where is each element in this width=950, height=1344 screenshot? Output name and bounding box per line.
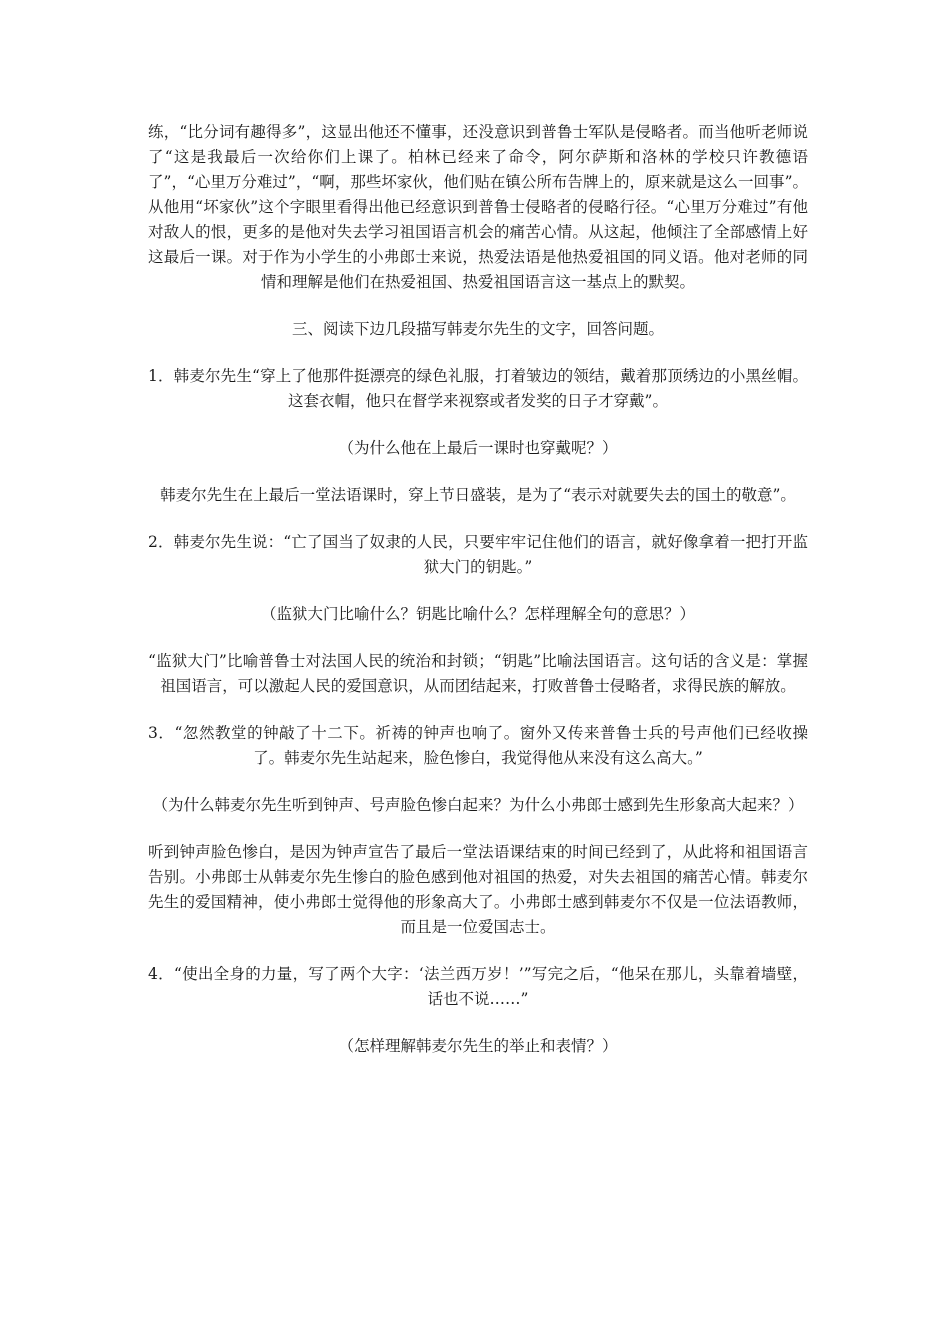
question-3-prompt: （为什么韩麦尔先生听到钟声、号声脸色惨白起来？为什么小弗郎士感到先生形象高大起来？）	[152, 796, 804, 814]
question-4-quote: 4．“使出全身的力量，写了两个大字：‘法兰西万岁！’”写完之后，“他呆在那儿，头靠着墙壁，话也不说……”	[148, 965, 808, 1008]
question-1-prompt: （为什么他在上最后一课时也穿戴呢？）	[338, 439, 618, 457]
question-2-prompt: （监狱大门比喻什么？钥匙比喻什么？怎样理解全句的意思？）	[260, 605, 695, 623]
question-1-answer: 韩麦尔先生在上最后一堂法语课时，穿上节日盛装，是为了“表示对就要失去的国土的敬意”。	[160, 486, 796, 504]
question-4-prompt: （怎样理解韩麦尔先生的举止和表情？）	[338, 1037, 618, 1055]
question-3-answer: 听到钟声脸色惨白，是因为钟声宣告了最后一堂法语课结束的时间已经到了，从此将和祖国语言告别。小弗郎士从韩麦尔先生惨白的脸色感到他对祖国的热爱，对失去祖国的痛苦心情。韩麦尔先生的爱国精神，使小弗郎士觉得他的形象高大了。小弗郎士感到韩麦尔不仅是一位法语教师，而且是一位爱国志士。	[148, 843, 808, 936]
question-2-answer: “监狱大门”比喻普鲁士对法国人民的统治和封锁；“钥匙”比喻法国语言。这句话的含义是：掌握祖国语言，可以激起人民的爱国意识，从而团结起来，打败普鲁士侵略者，求得民族的解放。	[148, 652, 808, 695]
question-3-quote: 3．“忽然教堂的钟敲了十二下。祈祷的钟声也响了。窗外又传来普鲁士兵的号声他们已经收操了。韩麦尔先生站起来，脸色惨白，我觉得他从来没有这么高大。”	[148, 724, 808, 767]
question-1-quote: 1．韩麦尔先生“穿上了他那件挺漂亮的绿色礼服，打着皱边的领结，戴着那顶绣边的小黑丝帽。这套衣帽，他只在督学来视察或者发奖的日子才穿戴”。	[148, 367, 808, 410]
paragraph-intro-analysis: 练，“比分词有趣得多”，这显出他还不懂事，还没意识到普鲁士军队是侵略者。而当他听老师说了“这是我最后一次给你们上课了。柏林已经来了命令，阿尔萨斯和洛林的学校只许教德语了”，“心里万分难过”，“啊，那些坏家伙，他们贴在镇公所布告牌上的，原来就是这么一回事”。从他用“坏家伙”这个字眼里看得出他已经意识到普鲁士侵略者的侵略行径。“心里万分难过”有他对敌人的恨，更多的是他对失去学习祖国语言机会的痛苦心情。从这起，他倾注了全部感情上好这最后一课。对于作为小学生的小弗郎士来说，热爱法语是他热爱祖国的同义语。他对老师的同情和理解是他们在热爱祖国、热爱祖国语言这一基点上的默契。	[148, 123, 808, 291]
document-page	[148, 120, 808, 1059]
question-2-quote: 2．韩麦尔先生说：“亡了国当了奴隶的人民，只要牢牢记住他们的语言，就好像拿着一把打开监狱大门的钥匙。”	[148, 533, 808, 576]
section-heading-three: 三、阅读下边几段描写韩麦尔先生的文字，回答问题。	[291, 320, 664, 338]
